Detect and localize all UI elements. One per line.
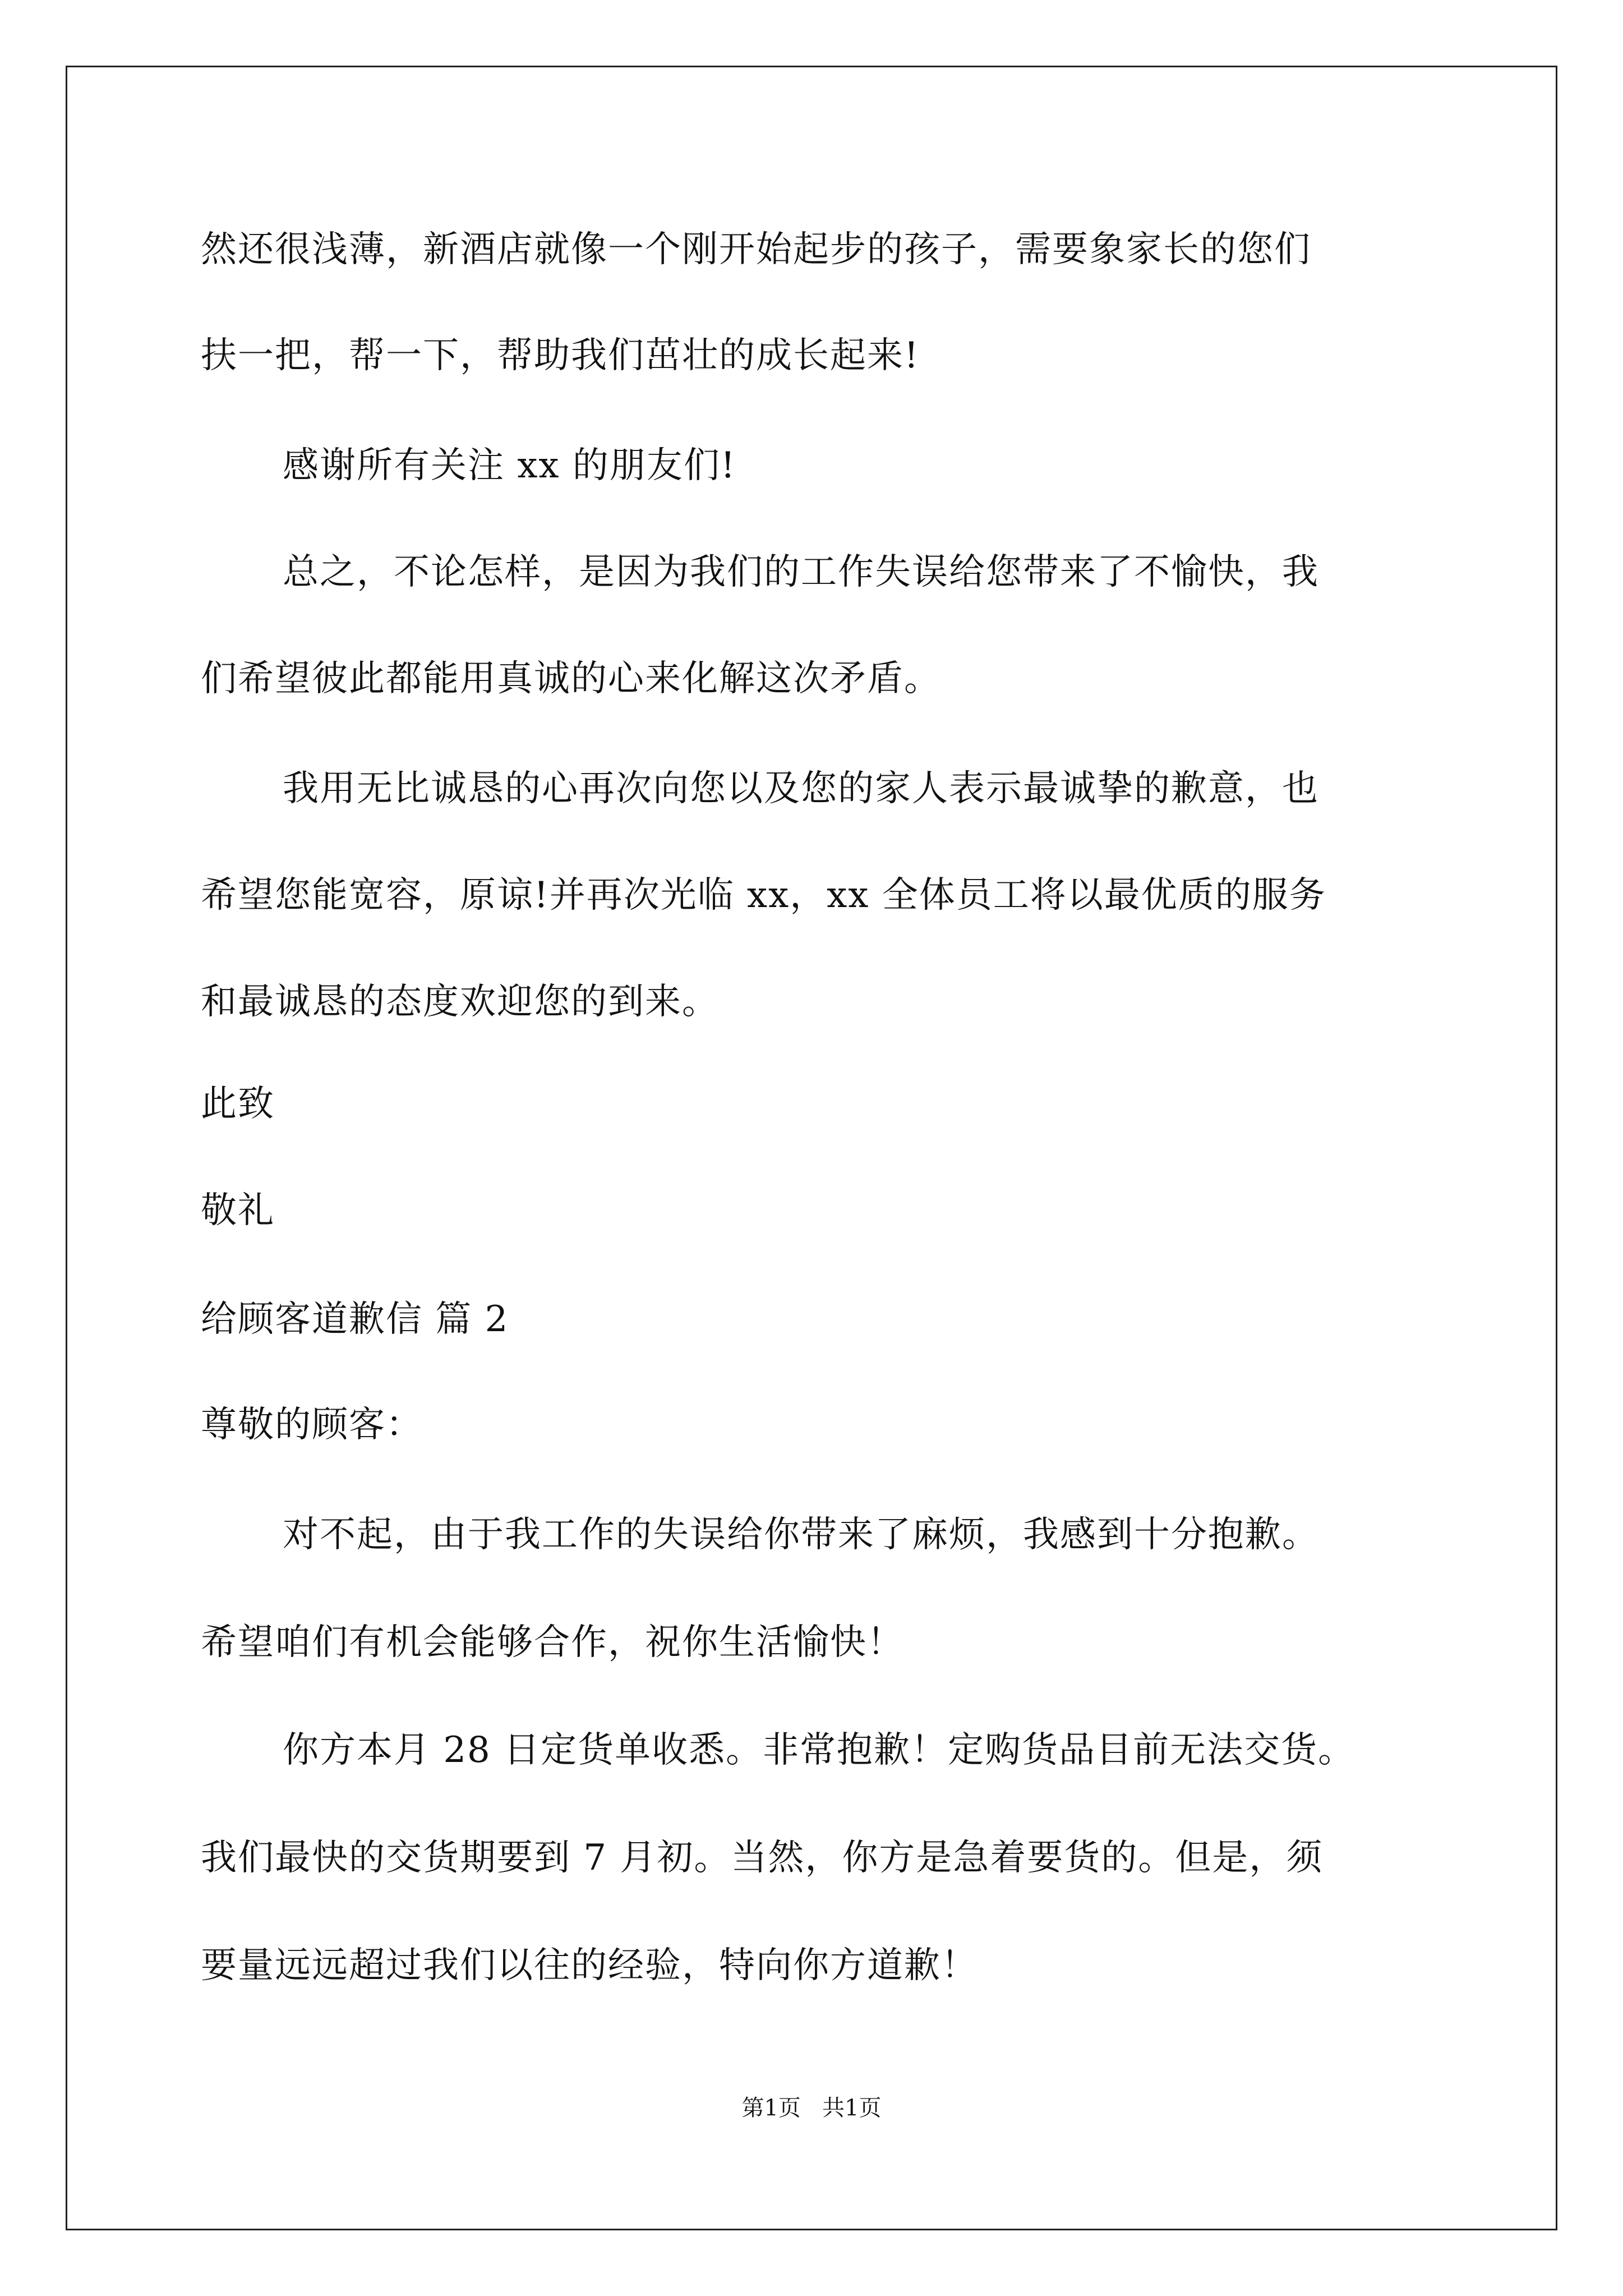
paragraph-line: 希望咱们有机会能够合作，祝你生活愉快！ (201, 1622, 904, 1663)
paragraph-line: 扶一把，帮一下，帮助我们茁壮的成长起来! (201, 335, 920, 376)
closing-line: 此致 (201, 1083, 275, 1125)
page-footer: 第1页 共1页 (741, 2095, 882, 2121)
paragraph-line: 希望您能宽容，原谅!并再次光临 xx，xx 全体员工将以最优质的服务 (201, 875, 1326, 916)
section-heading: 给顾客道歉信 篇 2 (201, 1299, 509, 1340)
paragraph-line: 对不起，由于我工作的失误给你带来了麻烦，我感到十分抱歉。 (283, 1514, 1319, 1556)
paragraph-line: 和最诚恳的态度欢迎您的到来。 (201, 981, 719, 1023)
paragraph-line: 总之，不论怎样，是因为我们的工作失误给您带来了不愉快，我 (283, 551, 1319, 593)
paragraph-line: 然还很浅薄，新酒店就像一个刚开始起步的孩子，需要象家长的您们 (201, 229, 1311, 270)
salutation: 尊敬的顾客： (201, 1404, 423, 1446)
paragraph-line: 感谢所有关注 xx 的朋友们! (283, 445, 736, 486)
paragraph-line: 要量远远超过我们以往的经验，特向你方道歉！ (201, 1945, 978, 1986)
paragraph-line: 们希望彼此都能用真诚的心来化解这次矛盾。 (201, 658, 941, 700)
closing-line: 敬礼 (201, 1190, 275, 1231)
paragraph-line: 我用无比诚恳的心再次向您以及您的家人表示最诚挚的歉意，也 (283, 768, 1319, 809)
page-border (66, 66, 1557, 2230)
paragraph-line: 你方本月 28 日定货单收悉。非常抱歉！定购货品目前无法交货。 (283, 1729, 1355, 1771)
paragraph-line: 我们最快的交货期要到 7 月初。当然，你方是急着要货的。但是，须 (201, 1837, 1324, 1879)
